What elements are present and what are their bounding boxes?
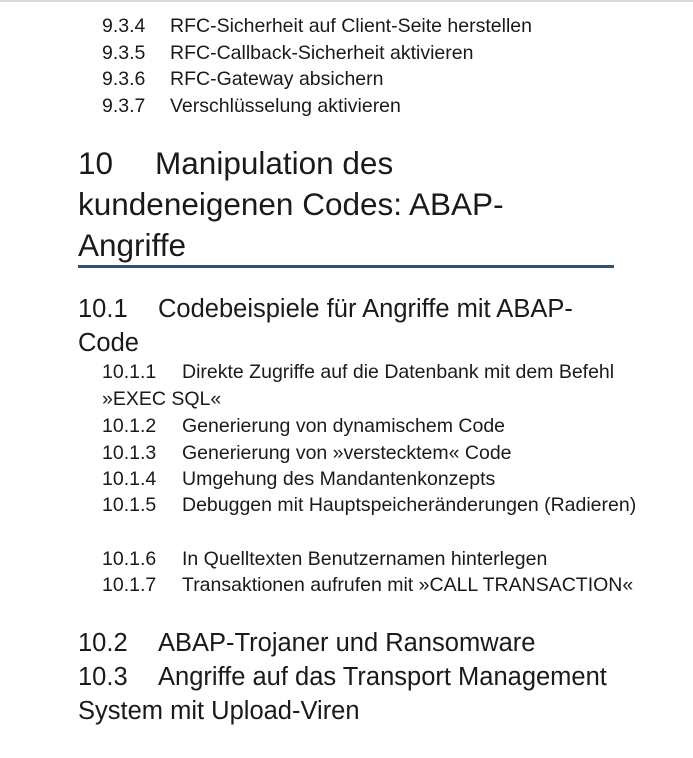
section-title: Angriffe auf das Transport Management System mit Upload-Viren: [78, 663, 607, 725]
toc-entry-10-1-3[interactable]: [102, 440, 642, 467]
entry-title: RFC-Gateway absichern: [170, 68, 384, 90]
section-title: ABAP-Trojaner und Ransomware: [158, 629, 536, 657]
section-heading-10-1[interactable]: [78, 292, 618, 360]
toc-entry-9-3-5[interactable]: [102, 40, 473, 66]
section-heading-10-3[interactable]: [78, 660, 618, 728]
entry-title: RFC-Sicherheit auf Client-Seite herstellen: [170, 15, 532, 37]
entry-title: RFC-Callback-Sicherheit aktivieren: [170, 42, 474, 64]
entry-number: 10.1.3: [102, 442, 157, 464]
entry-number: 9.3.7: [102, 95, 146, 117]
toc-entry-10-1-4[interactable]: [102, 466, 642, 493]
chapter-title: Manipulation des kundeneigenen Codes: ABAP-Angriffe: [78, 145, 504, 263]
entry-number: 10.1.6: [102, 548, 157, 570]
entry-title: Generierung von dynamischem Code: [182, 415, 506, 437]
entry-number: 9.3.5: [102, 42, 146, 64]
section-title: Codebeispiele für Angriffe mit ABAP-Code: [78, 295, 573, 357]
entry-number: 10.1.5: [102, 494, 157, 516]
section-heading-10-2[interactable]: [78, 626, 618, 660]
toc-entry-10-1-7[interactable]: [102, 572, 642, 599]
entry-number: 10.1.1: [102, 361, 157, 383]
toc-entry-10-1-6[interactable]: [102, 546, 642, 573]
entry-number: 9.3.6: [102, 68, 146, 90]
toc-entry-9-3-4[interactable]: [102, 13, 532, 39]
entry-number: 10.1.2: [102, 415, 157, 437]
entry-number: 9.3.4: [102, 15, 146, 37]
entry-title: Direkte Zugriffe auf die Datenbank mit dem Befehl »EXEC SQL«: [102, 361, 615, 410]
section-number: 10.3: [78, 663, 128, 691]
toc-entry-9-3-7[interactable]: [102, 93, 401, 119]
section-number: 10.1: [78, 295, 128, 323]
toc-entry-9-3-6[interactable]: [102, 66, 384, 92]
entry-title: Generierung von »verstecktem« Code: [182, 442, 512, 464]
entry-number: 10.1.7: [102, 574, 157, 596]
toc-entry-10-1-1[interactable]: [102, 359, 642, 412]
entry-title: Debuggen mit Hauptspeicheränderungen (Radieren): [182, 494, 637, 516]
entry-title: In Quelltexten Benutzernamen hinterlegen: [182, 548, 548, 570]
toc-entry-10-1-2[interactable]: [102, 413, 642, 440]
entry-title: Verschlüsselung aktivieren: [170, 95, 401, 117]
chapter-heading-10[interactable]: [78, 143, 598, 266]
entry-title: Umgehung des Mandantenkonzepts: [182, 468, 496, 490]
entry-number: 10.1.4: [102, 468, 157, 490]
chapter-number: 10: [78, 145, 114, 181]
section-number: 10.2: [78, 629, 128, 657]
chapter-divider: [78, 265, 614, 268]
entry-title: Transaktionen aufrufen mit »CALL TRANSACTION«: [182, 574, 634, 596]
toc-entry-10-1-5[interactable]: [102, 492, 642, 519]
